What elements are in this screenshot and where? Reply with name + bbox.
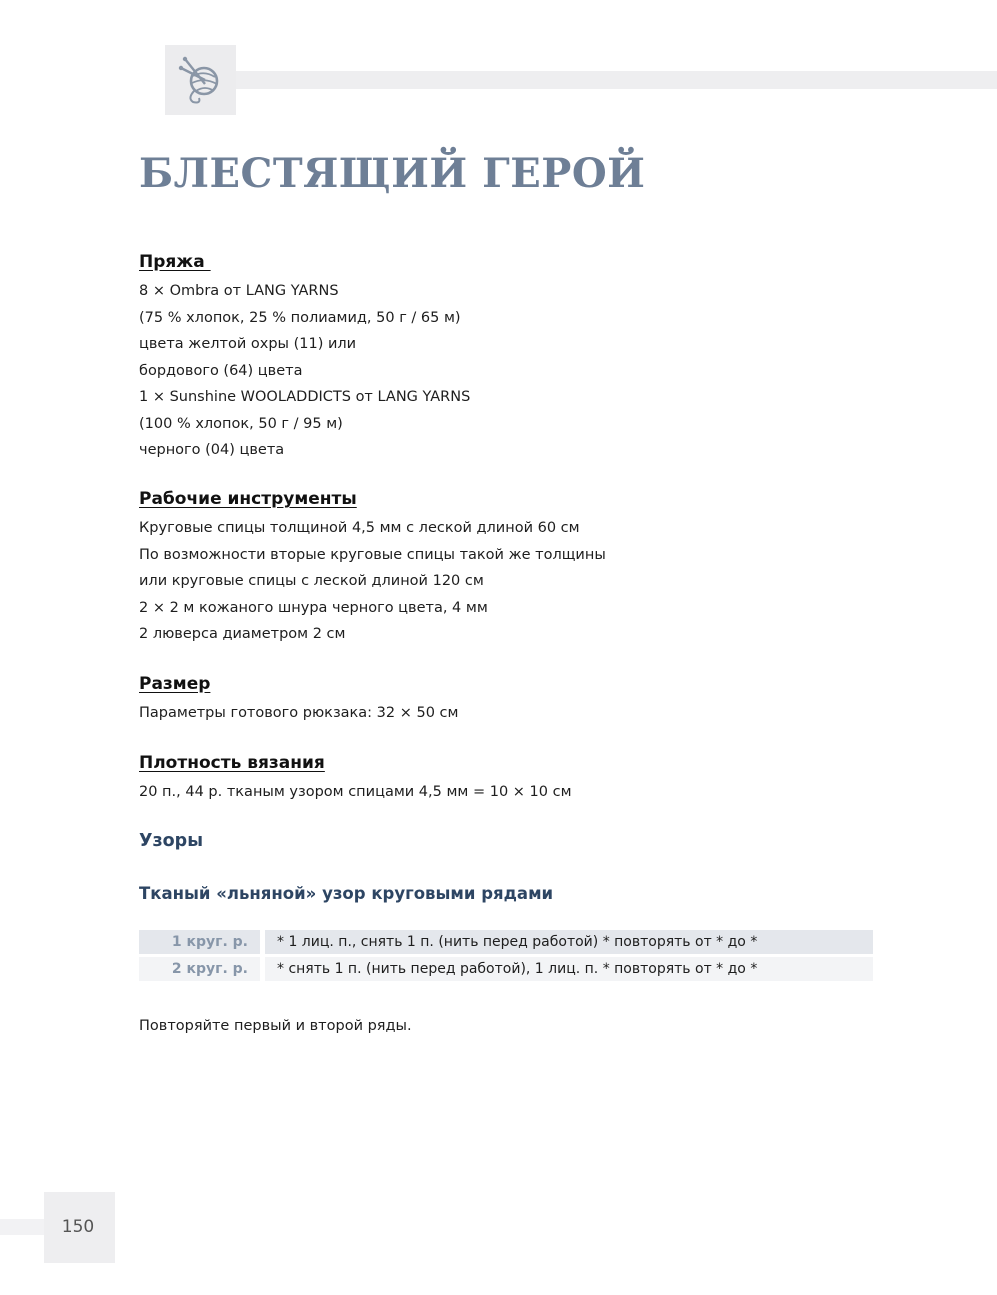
page-number: 150 [61, 1217, 95, 1237]
row-instruction: * снять 1 п. (нить перед работой), 1 лиц. п. * повторять от * до * [265, 957, 873, 981]
yarn-line: бордового (64) цвета [139, 362, 303, 379]
row-instruction: * 1 лиц. п., снять 1 п. (нить перед работой) * повторять от * до * [265, 930, 873, 954]
yarn-line: черного (04) цвета [139, 442, 285, 458]
yarn-ball-needles-icon [175, 54, 227, 106]
pattern-row [139, 957, 873, 981]
yarn-heading: Пряжа [139, 252, 211, 272]
page-title: БЛЕСТЯЩИЙ ГЕРОЙ [139, 150, 646, 197]
tools-line: По возможности вторые круговые спицы такой же толщины [139, 546, 606, 563]
repeat-note: Повторяйте первый и второй ряды. [139, 1018, 412, 1034]
size-heading: Размер [139, 674, 211, 694]
pattern-rows [139, 930, 873, 984]
tools-line: 2 люверса диаметром 2 см [139, 626, 346, 642]
tools-lines [139, 515, 606, 648]
yarn-line: цвета желтой охры (11) или [139, 336, 357, 352]
gauge-section [139, 753, 572, 806]
pattern-row [139, 930, 873, 954]
header-icon-box [165, 45, 236, 115]
tools-line: Круговые спицы толщиной 4,5 мм с леской длиной 60 см [139, 520, 580, 536]
tools-heading: Рабочие инструменты [139, 489, 357, 509]
yarn-line: 1 × Sunshine WOOLADDICTS от LANG YARNS [139, 389, 471, 405]
size-section [139, 674, 458, 727]
gauge-lines [139, 779, 572, 806]
row-label: 1 круг. р. [139, 930, 260, 954]
header-band [236, 71, 997, 89]
yarn-section [139, 252, 470, 464]
size-lines [139, 700, 458, 727]
yarn-line: 8 × Ombra от LANG YARNS [139, 283, 339, 299]
pattern-subheading: Тканый «льняной» узор круговыми рядами [139, 884, 554, 903]
size-line: Параметры готового рюкзака: 32 × 50 см [139, 705, 459, 721]
gauge-heading: Плотность вязания [139, 753, 325, 773]
tools-line: 2 × 2 м кожаного шнура черного цвета, 4 мм [139, 599, 488, 616]
patterns-heading: Узоры [139, 831, 204, 851]
tools-line: или круговые спицы с леской длиной 120 см [139, 573, 484, 589]
yarn-lines [139, 278, 470, 464]
footer-band [0, 1219, 44, 1235]
yarn-line: (75 % хлопок, 25 % полиамид, 50 г / 65 м) [139, 309, 461, 326]
tools-section [139, 489, 606, 648]
row-label: 2 круг. р. [139, 957, 260, 981]
yarn-line: (100 % хлопок, 50 г / 95 м) [139, 415, 343, 432]
gauge-line: 20 п., 44 р. тканым узором спицами 4,5 мм = 10 × 10 см [139, 784, 572, 800]
